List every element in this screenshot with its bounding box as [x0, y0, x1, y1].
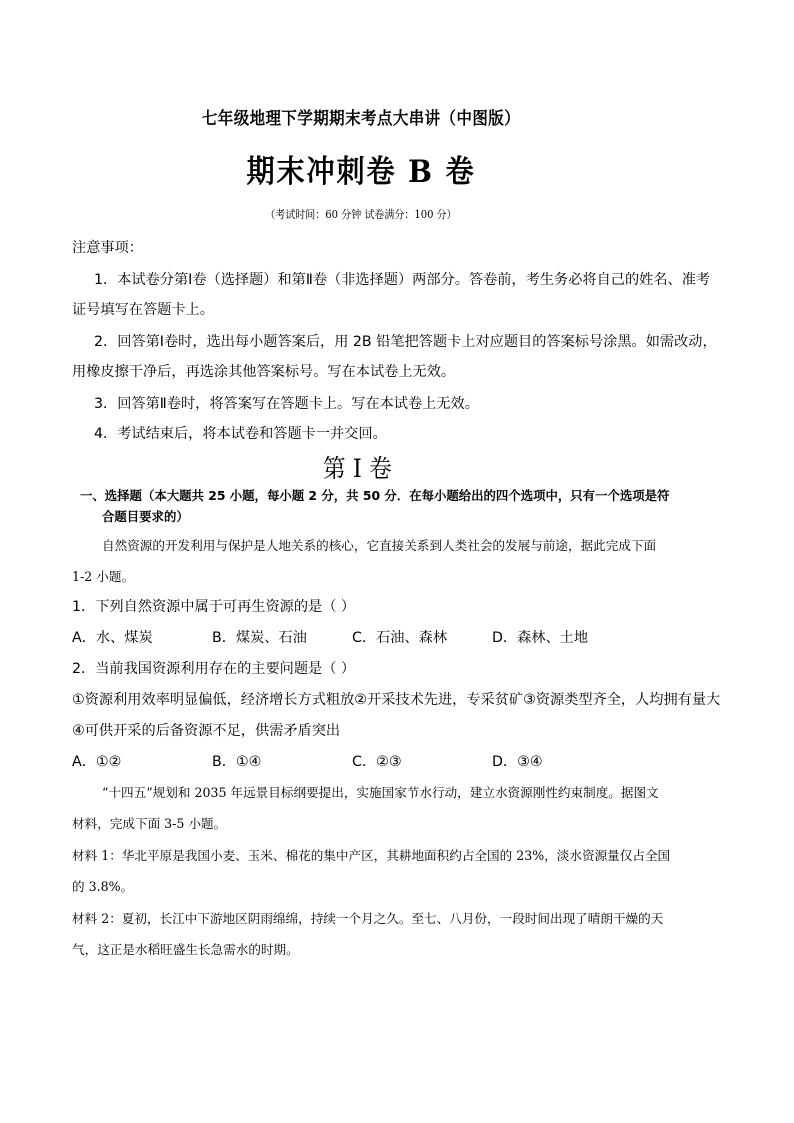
question-2-option-a: A．①②: [72, 754, 122, 770]
question-1-stem: 1．下列自然资源中属于可再生资源的是（ ）: [72, 599, 356, 615]
intro-2-line-2: 材料，完成下面 3-5 小题。: [72, 816, 227, 831]
question-2-statement-line-2: ④可供开采的后备资源不足，供需矛盾突出: [72, 723, 341, 739]
section-heading: 第Ⅰ卷: [322, 454, 400, 483]
intro-1-line-2: 1-2 小题。: [72, 569, 135, 584]
material-2-line-2: 气，这正是水稻旺盛生长急需水的时期。: [72, 942, 299, 957]
question-2-stem: 2．当前我国资源利用存在的主要问题是（ ）: [72, 661, 356, 677]
part-instructions-line-1: 一、选择题（本大题共 25 小题，每小题 2 分，共 50 分．在每小题给出的四个选项中，只有一个选项是符: [80, 488, 670, 503]
notice-item-1-line-1: 1．本试卷分第Ⅰ卷（选择题）和第Ⅱ卷（非选择题）两部分。答卷前，考生务必将自己的姓名、准考: [94, 272, 711, 288]
question-1-option-d: D．森林、土地: [492, 630, 589, 646]
part-instructions-line-2: 合题目要求的）: [102, 509, 189, 524]
notice-heading: 注意事项：: [72, 240, 143, 256]
notice-item-2-line-1: 2．回答第Ⅰ卷时，选出每小题答案后，用 2B 铅笔把答题卡上对应题目的答案标号涂黑。如需改动，: [94, 334, 717, 350]
notice-item-4: 4．考试结束后，将本试卷和答题卡一并交回。: [94, 426, 387, 442]
exam-info: （考试时间：60 分钟 试卷满分：100 分）: [265, 208, 457, 221]
question-1-option-c: C．石油、森林: [352, 630, 448, 646]
material-2-line-1: 材料 2：夏初，长江中下游地区阴雨绵绵，持续一个月之久。至七、八月份，一段时间出现了晴朗干燥的天: [72, 911, 664, 926]
intro-2-line-1: “十四五”规划和 2035 年远景目标纲要提出，实施国家节水行动，建立水资源刚性约束制度。据图文: [102, 785, 659, 800]
intro-1-line-1: 自然资源的开发利用与保护是人地关系的核心，它直接关系到人类社会的发展与前途，据此完成下面: [102, 538, 657, 553]
question-2-option-d: D．③④: [492, 754, 543, 770]
notice-item-3: 3．回答第Ⅱ卷时，将答案写在答题卡上。写在本试卷上无效。: [94, 396, 479, 412]
notice-item-1-line-2: 证号填写在答题卡上。: [72, 302, 214, 318]
exam-title: 期末冲刺卷 B 卷: [246, 154, 476, 190]
question-2-statement-line-1: ①资源利用效率明显偏低，经济增长方式粗放②开采技术先进，专采贫矿③资源类型齐全，人均拥有量大: [72, 692, 721, 708]
question-2-option-c: C．②③: [352, 754, 402, 770]
material-1-line-2: 的 3.8%。: [72, 879, 134, 894]
notice-item-2-line-2: 用橡皮擦干净后，再选涂其他答案标号。写在本试卷上无效。: [72, 364, 456, 380]
question-1-option-a: A．水、煤炭: [72, 630, 153, 646]
material-1-line-1: 材料 1：华北平原是我国小麦、玉米、棉花的集中产区，其耕地面积约占全国的 23%，淡水资源量仅占全国: [72, 848, 671, 863]
question-1-option-b: B．煤炭、石油: [212, 630, 307, 646]
exam-subtitle: 七年级地理下学期期末考点大串讲（中图版）: [201, 109, 521, 129]
question-2-option-b: B．①④: [212, 754, 262, 770]
